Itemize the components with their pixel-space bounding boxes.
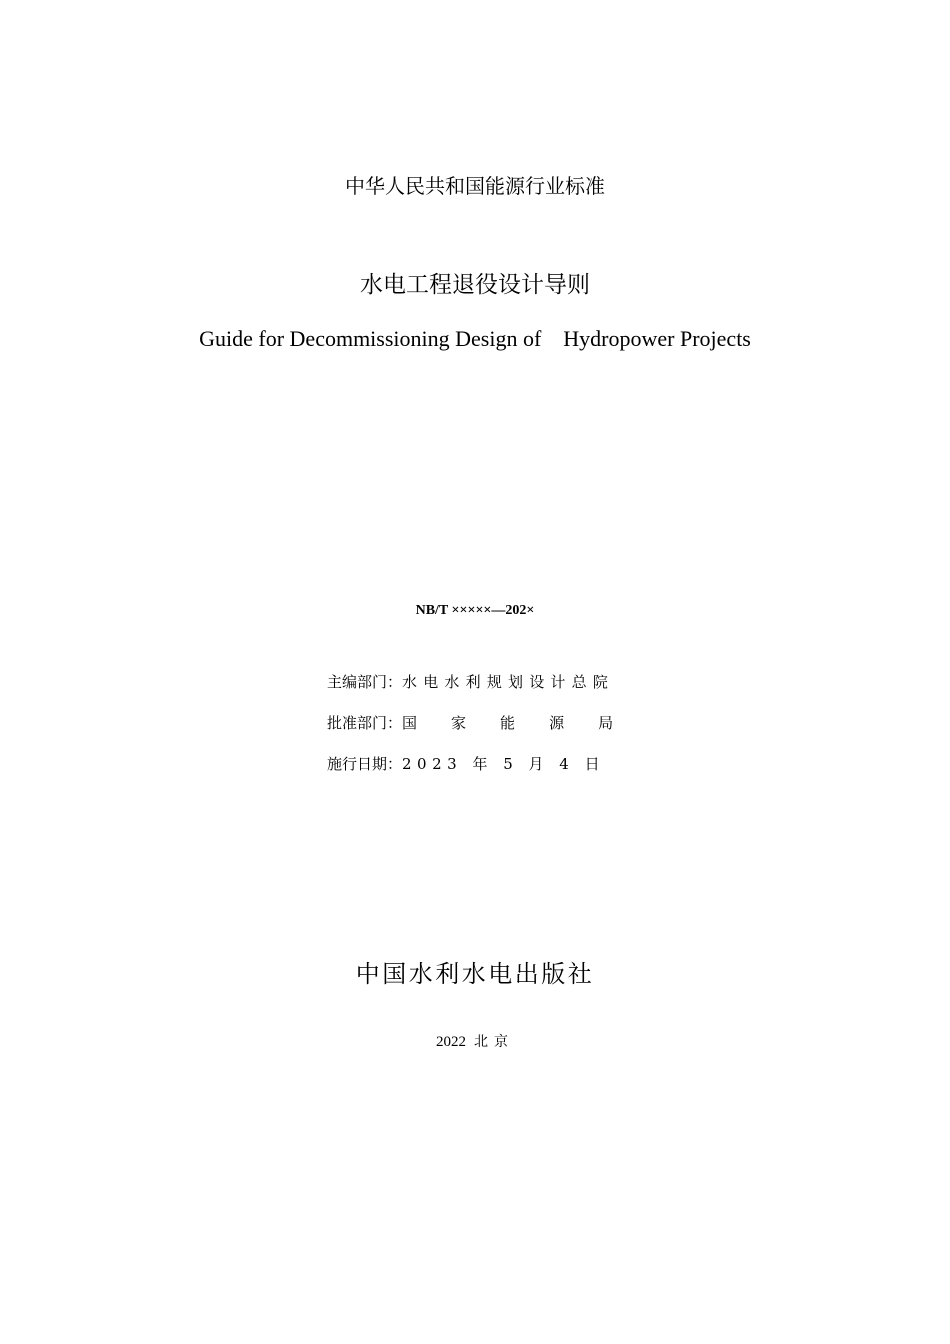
editor-row <box>327 671 647 712</box>
publication-city: 北京 <box>474 1034 514 1050</box>
approver-label: 批准部门： <box>327 714 403 732</box>
standard-code: NB/T ×××××—202× <box>415 603 535 618</box>
effective-date-label: 施行日期： <box>327 755 403 773</box>
approver-char: 能 <box>500 714 516 732</box>
approver-char: 源 <box>549 714 565 732</box>
title-english: Guide for Decommissioning Design of Hydropower Projects <box>199 326 751 351</box>
title-chinese: 水电工程退役设计导则 <box>360 272 590 298</box>
issuer-heading: 中华人民共和国能源行业标准 <box>345 174 605 198</box>
approver-char: 国 <box>402 714 418 732</box>
editor-value: 水电水利规划设计总院 <box>402 673 615 691</box>
approver-row <box>327 712 647 753</box>
info-block <box>327 671 647 794</box>
approver-char: 家 <box>451 714 467 732</box>
editor-label: 主编部门： <box>327 673 403 691</box>
publisher-name: 中国水利水电出版社 <box>355 960 595 988</box>
publication-place-year <box>0 1031 950 1051</box>
effective-date-row <box>327 753 647 794</box>
approver-char: 局 <box>598 714 614 732</box>
effective-date-value: 2023 年 5 月 4 日 <box>402 755 606 773</box>
publication-year: 2022 <box>436 1034 466 1050</box>
approver-value <box>402 712 613 734</box>
